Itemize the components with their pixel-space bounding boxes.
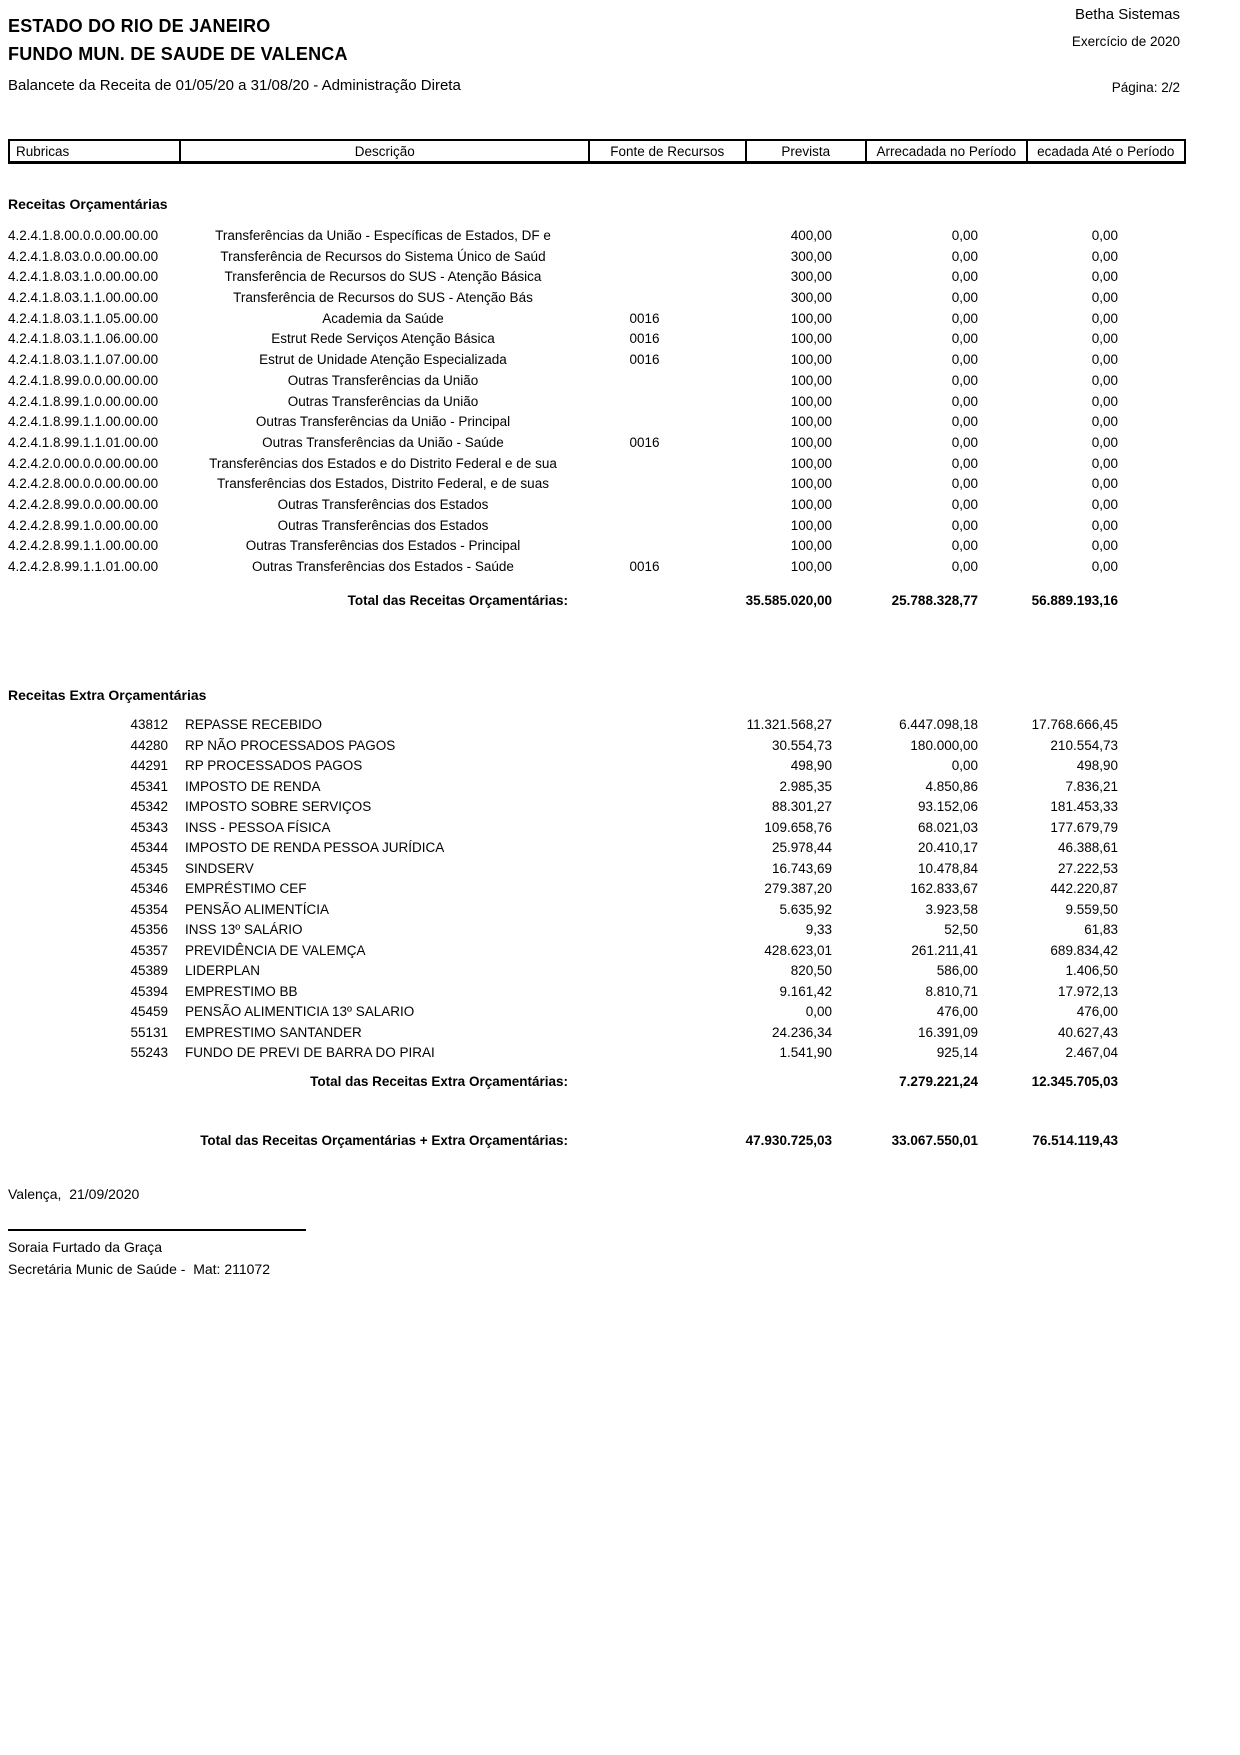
row-arrec-ate: 1.406,50 bbox=[1065, 963, 1118, 978]
table-row bbox=[8, 736, 1186, 757]
row-fonte-recursos bbox=[588, 797, 745, 818]
row-rubrica-code: 4.2.4.2.0.00.0.0.00.00.00 bbox=[8, 455, 159, 471]
row-fonte-recursos bbox=[588, 715, 745, 736]
row-rubrica-code: 4.2.4.1.8.03.1.1.07.00.00 bbox=[8, 352, 159, 368]
row-prevista: 820,50 bbox=[790, 963, 832, 978]
row-arrec-ate: 689.834,42 bbox=[1050, 942, 1118, 958]
orcamentarias-rows bbox=[8, 226, 1186, 578]
row-fonte-recursos bbox=[588, 982, 745, 1003]
entity-title: FUNDO MUN. DE SAUDE DE VALENCA bbox=[8, 44, 348, 64]
row-description: Outras Transferências da União bbox=[287, 372, 479, 388]
row-prevista: 100,00 bbox=[790, 434, 832, 450]
row-arrec-periodo: 0,00 bbox=[951, 393, 978, 409]
row-arrec-periodo: 586,00 bbox=[936, 963, 978, 978]
col-header-prevista: Prevista bbox=[745, 141, 866, 161]
table-row bbox=[8, 557, 1186, 578]
row-prevista: 100,00 bbox=[790, 496, 832, 512]
row-fonte-recursos bbox=[588, 371, 745, 392]
row-arrec-ate: 0,00 bbox=[1091, 559, 1118, 574]
row-description: LIDERPLAN bbox=[185, 963, 261, 978]
row-description: REPASSE RECEBIDO bbox=[185, 717, 323, 732]
table-row bbox=[8, 350, 1186, 371]
row-prevista: 11.321.568,27 bbox=[746, 717, 832, 732]
table-row bbox=[8, 900, 1186, 921]
row-rubrica-code: 43812 bbox=[130, 717, 168, 732]
table-row bbox=[8, 777, 1186, 798]
exercise-year: Exercício de 2020 bbox=[1071, 34, 1180, 49]
table-row bbox=[8, 288, 1186, 309]
row-description: IMPOSTO DE RENDA bbox=[185, 778, 321, 794]
row-arrec-periodo: 925,14 bbox=[936, 1045, 978, 1060]
row-description: EMPRÉSTIMO CEF bbox=[185, 881, 307, 896]
row-arrec-periodo: 8.810,71 bbox=[925, 983, 978, 999]
row-arrec-ate: 0,00 bbox=[1091, 331, 1118, 347]
row-arrec-ate: 0,00 bbox=[1091, 476, 1118, 492]
row-prevista: 100,00 bbox=[790, 331, 832, 347]
row-description: INSS 13º SALÁRIO bbox=[185, 922, 303, 937]
row-arrec-periodo: 3.923,58 bbox=[925, 901, 978, 917]
row-fonte-recursos bbox=[588, 267, 745, 288]
row-rubrica-code: 45459 bbox=[130, 1004, 168, 1019]
row-rubrica-code: 45356 bbox=[130, 922, 168, 937]
row-description: Outras Transferências da União - Principal bbox=[255, 414, 511, 430]
row-description: PENSÃO ALIMENTÍCIA bbox=[185, 901, 330, 917]
table-row bbox=[8, 961, 1186, 982]
col-header-arrec-periodo: Arrecadada no Período bbox=[865, 141, 1025, 161]
row-arrec-ate: 0,00 bbox=[1091, 538, 1118, 554]
row-description: IMPOSTO DE RENDA PESSOA JURÍDICA bbox=[185, 840, 445, 855]
row-fonte-recursos bbox=[588, 920, 745, 941]
row-arrec-ate: 17.768.666,45 bbox=[1031, 717, 1118, 732]
row-arrec-periodo: 68.021,03 bbox=[917, 819, 978, 835]
row-arrec-ate: 0,00 bbox=[1091, 310, 1118, 326]
row-arrec-periodo: 0,00 bbox=[951, 414, 978, 430]
row-arrec-ate: 27.222,53 bbox=[1057, 860, 1118, 876]
row-rubrica-code: 44291 bbox=[130, 758, 168, 773]
table-row bbox=[8, 454, 1186, 475]
row-rubrica-code: 45341 bbox=[130, 778, 168, 794]
row-prevista: 109.658,76 bbox=[764, 819, 832, 835]
extra-orcamentarias-rows bbox=[8, 715, 1186, 1064]
table-row bbox=[8, 392, 1186, 413]
row-arrec-periodo: 0,00 bbox=[951, 248, 978, 264]
row-fonte-recursos bbox=[588, 516, 745, 537]
row-arrec-ate: 0,00 bbox=[1091, 269, 1118, 285]
row-arrec-ate: 0,00 bbox=[1091, 352, 1118, 368]
report-title: Balancete da Receita de 01/05/20 a 31/08/20 - Administração Direta bbox=[8, 77, 461, 94]
row-description: PREVIDÊNCIA DE VALEMÇA bbox=[185, 942, 366, 958]
row-description: Estrut de Unidade Atenção Especializada bbox=[259, 352, 507, 368]
total-arrec-periodo: 7.279.221,24 bbox=[899, 1074, 978, 1089]
row-arrec-ate: 7.836,21 bbox=[1065, 778, 1118, 794]
row-rubrica-code: 45343 bbox=[130, 819, 168, 835]
grand-total-arrec-ate: 76.514.119,43 bbox=[1032, 1133, 1118, 1148]
row-fonte-recursos bbox=[588, 536, 745, 557]
signer-role: Secretária Munic de Saúde - Mat: 211072 bbox=[8, 1261, 271, 1277]
row-rubrica-code: 4.2.4.1.8.99.1.0.00.00.00 bbox=[8, 393, 159, 409]
row-rubrica-code: 44280 bbox=[130, 737, 168, 753]
row-fonte-recursos: 0016 bbox=[629, 310, 660, 326]
row-rubrica-code: 55243 bbox=[130, 1045, 168, 1060]
row-arrec-periodo: 476,00 bbox=[936, 1004, 978, 1019]
row-rubrica-code: 4.2.4.2.8.99.0.0.00.00.00 bbox=[8, 496, 159, 512]
row-prevista: 1.541,90 bbox=[779, 1045, 832, 1060]
row-fonte-recursos bbox=[588, 859, 745, 880]
table-row bbox=[8, 715, 1186, 736]
row-fonte-recursos: 0016 bbox=[629, 352, 660, 368]
table-row bbox=[8, 329, 1186, 350]
section-title-orcamentarias: Receitas Orçamentárias bbox=[8, 196, 168, 212]
row-rubrica-code: 45354 bbox=[130, 901, 168, 917]
row-description: Outras Transferências dos Estados bbox=[277, 496, 489, 512]
row-arrec-periodo: 6.447.098,18 bbox=[899, 717, 978, 732]
row-fonte-recursos bbox=[588, 879, 745, 900]
row-fonte-recursos bbox=[588, 474, 745, 495]
row-arrec-periodo: 4.850,86 bbox=[925, 778, 978, 794]
row-arrec-periodo: 0,00 bbox=[951, 476, 978, 492]
row-arrec-periodo: 0,00 bbox=[951, 559, 978, 574]
total-fonte-spacer bbox=[588, 1071, 745, 1092]
row-prevista: 498,90 bbox=[790, 758, 832, 773]
row-description: Transferência de Recursos do SUS - Atenção Bás bbox=[233, 290, 533, 306]
orcamentarias-total-row bbox=[8, 590, 1186, 611]
total-fonte-spacer bbox=[588, 590, 745, 611]
row-rubrica-code: 4.2.4.2.8.00.0.0.00.00.00 bbox=[8, 476, 159, 492]
table-row bbox=[8, 859, 1186, 880]
row-description: RP PROCESSADOS PAGOS bbox=[185, 758, 363, 773]
row-arrec-periodo: 0,00 bbox=[951, 758, 978, 773]
row-fonte-recursos: 0016 bbox=[629, 331, 660, 347]
vendor-name: Betha Sistemas bbox=[1074, 6, 1180, 23]
row-rubrica-code: 4.2.4.2.8.99.1.0.00.00.00 bbox=[8, 517, 159, 533]
row-description: Academia da Saúde bbox=[322, 310, 444, 326]
row-rubrica-code: 4.2.4.1.8.03.1.1.00.00.00 bbox=[8, 290, 159, 306]
table-row bbox=[8, 474, 1186, 495]
row-arrec-ate: 61,83 bbox=[1084, 922, 1118, 937]
extra-orcamentarias-total-row bbox=[8, 1071, 1186, 1092]
row-arrec-periodo: 93.152,06 bbox=[917, 799, 978, 814]
row-prevista: 100,00 bbox=[790, 538, 832, 554]
table-row bbox=[8, 433, 1186, 454]
table-row bbox=[8, 495, 1186, 516]
row-arrec-ate: 0,00 bbox=[1091, 496, 1118, 512]
table-row bbox=[8, 226, 1186, 247]
row-rubrica-code: 4.2.4.1.8.03.1.1.06.00.00 bbox=[8, 331, 159, 347]
table-row bbox=[8, 536, 1186, 557]
row-arrec-ate: 0,00 bbox=[1091, 517, 1118, 533]
row-arrec-periodo: 0,00 bbox=[951, 352, 978, 368]
row-prevista: 400,00 bbox=[790, 228, 832, 243]
row-fonte-recursos bbox=[588, 247, 745, 268]
state-title: ESTADO DO RIO DE JANEIRO bbox=[8, 16, 271, 36]
row-arrec-periodo: 10.478,84 bbox=[917, 860, 978, 876]
row-description: INSS - PESSOA FÍSICA bbox=[185, 819, 331, 835]
row-description: EMPRESTIMO BB bbox=[185, 983, 298, 999]
row-arrec-ate: 40.627,43 bbox=[1057, 1024, 1118, 1040]
row-fonte-recursos bbox=[588, 818, 745, 839]
row-fonte-recursos bbox=[588, 495, 745, 516]
row-arrec-periodo: 162.833,67 bbox=[910, 881, 978, 896]
table-row bbox=[8, 1002, 1186, 1023]
row-arrec-ate: 0,00 bbox=[1091, 455, 1118, 471]
row-prevista: 5.635,92 bbox=[779, 901, 832, 917]
row-description: SINDSERV bbox=[185, 860, 254, 876]
row-prevista: 279.387,20 bbox=[764, 881, 832, 896]
table-row bbox=[8, 756, 1186, 777]
row-description: Outras Transferências dos Estados bbox=[277, 517, 489, 533]
row-fonte-recursos bbox=[588, 1043, 745, 1064]
page-number: Página: 2/2 bbox=[1111, 80, 1180, 95]
table-row bbox=[8, 1023, 1186, 1044]
row-rubrica-code: 4.2.4.1.8.03.0.0.00.00.00 bbox=[8, 248, 159, 264]
table-row bbox=[8, 838, 1186, 859]
row-arrec-ate: 0,00 bbox=[1091, 372, 1118, 388]
row-rubrica-code: 4.2.4.1.8.03.1.0.00.00.00 bbox=[8, 269, 159, 285]
row-fonte-recursos bbox=[588, 1023, 745, 1044]
row-prevista: 100,00 bbox=[790, 559, 832, 574]
row-prevista: 300,00 bbox=[790, 248, 832, 264]
row-arrec-periodo: 180.000,00 bbox=[910, 737, 978, 753]
table-row bbox=[8, 309, 1186, 330]
table-row bbox=[8, 1043, 1186, 1064]
row-description: EMPRESTIMO SANTANDER bbox=[185, 1024, 362, 1040]
row-prevista: 30.554,73 bbox=[771, 737, 832, 753]
row-prevista: 9.161,42 bbox=[779, 983, 832, 999]
row-arrec-ate: 9.559,50 bbox=[1065, 901, 1118, 917]
place-and-date: Valença, 21/09/2020 bbox=[8, 1186, 140, 1202]
row-fonte-recursos bbox=[588, 777, 745, 798]
row-arrec-ate: 0,00 bbox=[1091, 248, 1118, 264]
table-row bbox=[8, 818, 1186, 839]
section-title-extra-orcamentarias: Receitas Extra Orçamentárias bbox=[8, 687, 207, 703]
row-arrec-ate: 177.679,79 bbox=[1050, 819, 1118, 835]
row-rubrica-code: 45389 bbox=[130, 963, 168, 978]
row-arrec-periodo: 0,00 bbox=[951, 517, 978, 533]
row-description: Outras Transferências da União bbox=[287, 393, 479, 409]
grand-total-fonte-spacer bbox=[588, 1130, 745, 1151]
row-description: FUNDO DE PREVI DE BARRA DO PIRAI bbox=[185, 1045, 435, 1060]
row-prevista: 88.301,27 bbox=[771, 799, 832, 814]
row-rubrica-code: 45344 bbox=[130, 840, 168, 855]
row-rubrica-code: 45342 bbox=[130, 799, 168, 814]
row-fonte-recursos bbox=[588, 454, 745, 475]
row-arrec-ate: 0,00 bbox=[1091, 393, 1118, 409]
grand-total-row bbox=[8, 1130, 1186, 1151]
signer-name: Soraia Furtado da Graça bbox=[8, 1239, 163, 1255]
row-prevista: 100,00 bbox=[790, 517, 832, 533]
row-arrec-ate: 2.467,04 bbox=[1065, 1045, 1118, 1060]
row-fonte-recursos bbox=[588, 961, 745, 982]
total-prevista bbox=[745, 1071, 866, 1092]
table-row bbox=[8, 247, 1186, 268]
row-description: Transferências da União - Específicas de Estados, DF e bbox=[215, 228, 551, 243]
row-arrec-ate: 17.972,13 bbox=[1057, 983, 1118, 999]
col-header-arrec-ate: ecadada Até o Período bbox=[1026, 141, 1184, 161]
row-description: Outras Transferências dos Estados - Principal bbox=[245, 538, 521, 554]
row-arrec-ate: 210.554,73 bbox=[1050, 737, 1118, 753]
row-fonte-recursos bbox=[588, 1002, 745, 1023]
row-description: Outras Transferências dos Estados - Saúde bbox=[252, 559, 514, 574]
table-row bbox=[8, 879, 1186, 900]
row-rubrica-code: 4.2.4.2.8.99.1.1.00.00.00 bbox=[8, 538, 159, 554]
col-header-rubricas: Rubricas bbox=[16, 143, 70, 159]
col-header-descricao: Descrição bbox=[179, 141, 588, 161]
total-label: Total das Receitas Orçamentárias: bbox=[347, 593, 568, 608]
row-arrec-ate: 442.220,87 bbox=[1050, 881, 1118, 896]
row-rubrica-code: 4.2.4.2.8.99.1.1.01.00.00 bbox=[8, 559, 159, 574]
row-arrec-ate: 0,00 bbox=[1091, 414, 1118, 430]
row-arrec-periodo: 52,50 bbox=[944, 922, 978, 937]
row-rubrica-code: 4.2.4.1.8.03.1.1.05.00.00 bbox=[8, 310, 159, 326]
table-row bbox=[8, 920, 1186, 941]
row-arrec-periodo: 0,00 bbox=[951, 269, 978, 285]
row-prevista: 25.978,44 bbox=[771, 840, 832, 855]
row-prevista: 100,00 bbox=[790, 414, 832, 430]
row-rubrica-code: 4.2.4.1.8.00.0.0.00.00.00 bbox=[8, 228, 159, 243]
table-row bbox=[8, 941, 1186, 962]
row-arrec-ate: 0,00 bbox=[1091, 228, 1118, 243]
row-description: Transferências dos Estados e do Distrito Federal e de sua bbox=[209, 455, 557, 471]
row-fonte-recursos bbox=[588, 736, 745, 757]
row-fonte-recursos: 0016 bbox=[629, 559, 660, 574]
table-row bbox=[8, 371, 1186, 392]
row-arrec-periodo: 16.391,09 bbox=[917, 1024, 978, 1040]
row-fonte-recursos: 0016 bbox=[629, 434, 660, 450]
row-prevista: 2.985,35 bbox=[779, 778, 832, 794]
row-fonte-recursos bbox=[588, 900, 745, 921]
row-prevista: 100,00 bbox=[790, 476, 832, 492]
row-arrec-periodo: 0,00 bbox=[951, 310, 978, 326]
row-prevista: 9,33 bbox=[805, 922, 832, 937]
row-fonte-recursos bbox=[588, 226, 745, 247]
row-prevista: 16.743,69 bbox=[771, 860, 832, 876]
row-rubrica-code: 45346 bbox=[130, 881, 168, 896]
row-prevista: 100,00 bbox=[790, 393, 832, 409]
row-description: PENSÃO ALIMENTICIA 13º SALARIO bbox=[185, 1004, 415, 1019]
row-arrec-periodo: 0,00 bbox=[951, 228, 978, 243]
row-arrec-ate: 476,00 bbox=[1076, 1004, 1118, 1019]
row-arrec-ate: 0,00 bbox=[1091, 290, 1118, 306]
row-description: Estrut Rede Serviços Atenção Básica bbox=[271, 331, 495, 347]
row-rubrica-code: 55131 bbox=[130, 1024, 168, 1040]
row-rubrica-code: 4.2.4.1.8.99.0.0.00.00.00 bbox=[8, 372, 159, 388]
row-rubrica-code: 4.2.4.1.8.99.1.1.00.00.00 bbox=[8, 414, 159, 430]
row-prevista: 100,00 bbox=[790, 310, 832, 326]
row-prevista: 100,00 bbox=[790, 372, 832, 388]
row-arrec-periodo: 0,00 bbox=[951, 290, 978, 306]
row-rubrica-code: 45357 bbox=[130, 942, 168, 958]
row-fonte-recursos bbox=[588, 838, 745, 859]
row-description: RP NÃO PROCESSADOS PAGOS bbox=[185, 737, 396, 753]
total-prevista: 35.585.020,00 bbox=[745, 593, 832, 608]
row-arrec-periodo: 0,00 bbox=[951, 496, 978, 512]
total-arrec-periodo: 25.788.328,77 bbox=[891, 593, 978, 608]
table-row bbox=[8, 982, 1186, 1003]
row-prevista: 100,00 bbox=[790, 352, 832, 368]
total-label: Total das Receitas Extra Orçamentárias: bbox=[310, 1074, 568, 1089]
total-arrec-ate: 12.345.705,03 bbox=[1031, 1074, 1118, 1089]
grand-total-label: Total das Receitas Orçamentárias + Extra Orçamentárias: bbox=[200, 1133, 568, 1148]
row-prevista: 100,00 bbox=[790, 455, 832, 471]
row-fonte-recursos bbox=[588, 412, 745, 433]
row-prevista: 300,00 bbox=[790, 269, 832, 285]
row-arrec-periodo: 0,00 bbox=[951, 331, 978, 347]
table-row bbox=[8, 412, 1186, 433]
table-row bbox=[8, 797, 1186, 818]
row-arrec-ate: 0,00 bbox=[1091, 434, 1118, 450]
row-arrec-periodo: 0,00 bbox=[951, 372, 978, 388]
row-arrec-periodo: 0,00 bbox=[951, 538, 978, 554]
table-header bbox=[8, 139, 1186, 164]
grand-total-prevista: 47.930.725,03 bbox=[745, 1133, 832, 1148]
row-description: Transferência de Recursos do Sistema Único de Saúd bbox=[220, 248, 546, 264]
row-arrec-periodo: 0,00 bbox=[951, 455, 978, 471]
row-arrec-periodo: 20.410,17 bbox=[917, 840, 978, 855]
row-fonte-recursos bbox=[588, 392, 745, 413]
row-arrec-periodo: 0,00 bbox=[951, 434, 978, 450]
row-prevista: 428.623,01 bbox=[764, 942, 832, 958]
row-fonte-recursos bbox=[588, 941, 745, 962]
row-description: IMPOSTO SOBRE SERVIÇOS bbox=[185, 799, 372, 814]
row-fonte-recursos bbox=[588, 756, 745, 777]
row-arrec-ate: 498,90 bbox=[1076, 758, 1118, 773]
row-arrec-ate: 46.388,61 bbox=[1057, 840, 1118, 855]
row-rubrica-code: 45345 bbox=[130, 860, 168, 876]
grand-total-arrec-periodo: 33.067.550,01 bbox=[891, 1133, 978, 1148]
row-fonte-recursos bbox=[588, 288, 745, 309]
row-rubrica-code: 45394 bbox=[130, 983, 168, 999]
row-rubrica-code: 4.2.4.1.8.99.1.1.01.00.00 bbox=[8, 434, 159, 450]
row-prevista: 24.236,34 bbox=[771, 1024, 832, 1040]
row-description: Transferências dos Estados, Distrito Federal, e de suas bbox=[217, 476, 549, 492]
row-description: Outras Transferências da União - Saúde bbox=[262, 434, 504, 450]
row-arrec-periodo: 261.211,41 bbox=[911, 942, 978, 958]
col-header-fonte: Fonte de Recursos bbox=[588, 141, 744, 161]
row-prevista: 300,00 bbox=[790, 290, 832, 306]
row-description: Transferência de Recursos do SUS - Atenção Básica bbox=[224, 269, 542, 285]
signature-line bbox=[8, 1229, 306, 1231]
row-prevista: 0,00 bbox=[805, 1004, 832, 1019]
total-arrec-ate: 56.889.193,16 bbox=[1031, 593, 1118, 608]
table-row bbox=[8, 516, 1186, 537]
table-row bbox=[8, 267, 1186, 288]
row-arrec-ate: 181.453,33 bbox=[1050, 799, 1118, 814]
